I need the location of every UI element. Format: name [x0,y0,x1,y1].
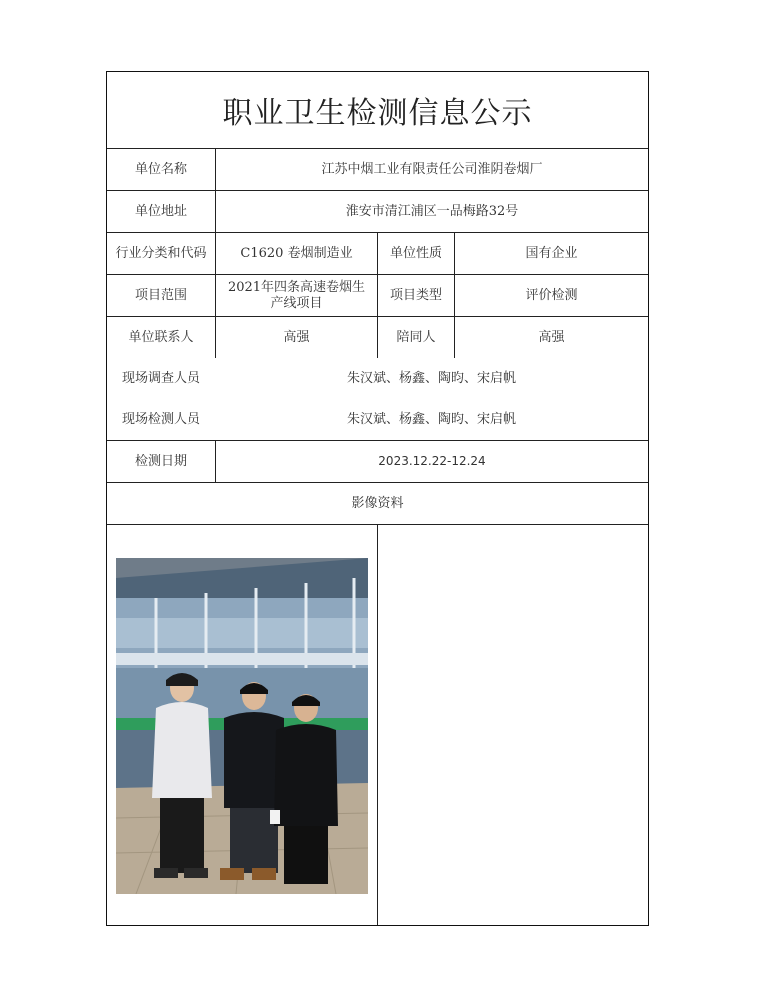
row-images-header [107,482,648,524]
date-value: 2023.12.22-12.24 [215,441,648,482]
contact-label: 单位联系人 [128,329,194,345]
survey-value: 朱汉斌、杨鑫、陶昀、宋启帆 [346,370,516,386]
company-type-value: 国有企业 [454,233,648,274]
row-industry [107,232,648,274]
site-photo [116,558,368,894]
project-label: 项目范围 [134,287,187,303]
industry-label: 行业分类和代码 [115,245,207,261]
escort-label: 陪同人 [377,317,454,358]
contact-value: 高强 [215,317,377,358]
row-company [107,148,648,190]
photo-divider [377,525,378,925]
inspection-label: 现场检测人员 [121,411,200,427]
project-type-value: 评价检测 [454,275,648,316]
industry-value: C1620 卷烟制造业 [215,233,377,274]
row-survey [107,358,648,399]
company-label: 单位名称 [134,161,187,177]
project-value: 2021年四条高速卷烟生产线项目 [215,275,377,316]
images-label: 影像资料 [351,495,404,511]
row-date [107,440,648,482]
inspection-value: 朱汉斌、杨鑫、陶昀、宋启帆 [346,411,516,427]
address-label: 单位地址 [134,203,187,219]
company-type-label: 单位性质 [377,233,454,274]
page-title: 职业卫生检测信息公示 [222,96,533,131]
row-project [107,274,648,316]
escort-value: 高强 [454,317,648,358]
date-label: 检测日期 [134,453,187,469]
photo-section [107,524,648,925]
disclosure-form [106,71,649,926]
row-address [107,190,648,232]
survey-label: 现场调查人员 [121,370,200,386]
row-inspection [107,399,648,440]
project-type-label: 项目类型 [377,275,454,316]
company-value: 江苏中烟工业有限责任公司淮阴卷烟厂 [215,149,648,190]
address-value: 淮安市清江浦区一品梅路32号 [215,191,648,232]
row-contact [107,316,648,358]
